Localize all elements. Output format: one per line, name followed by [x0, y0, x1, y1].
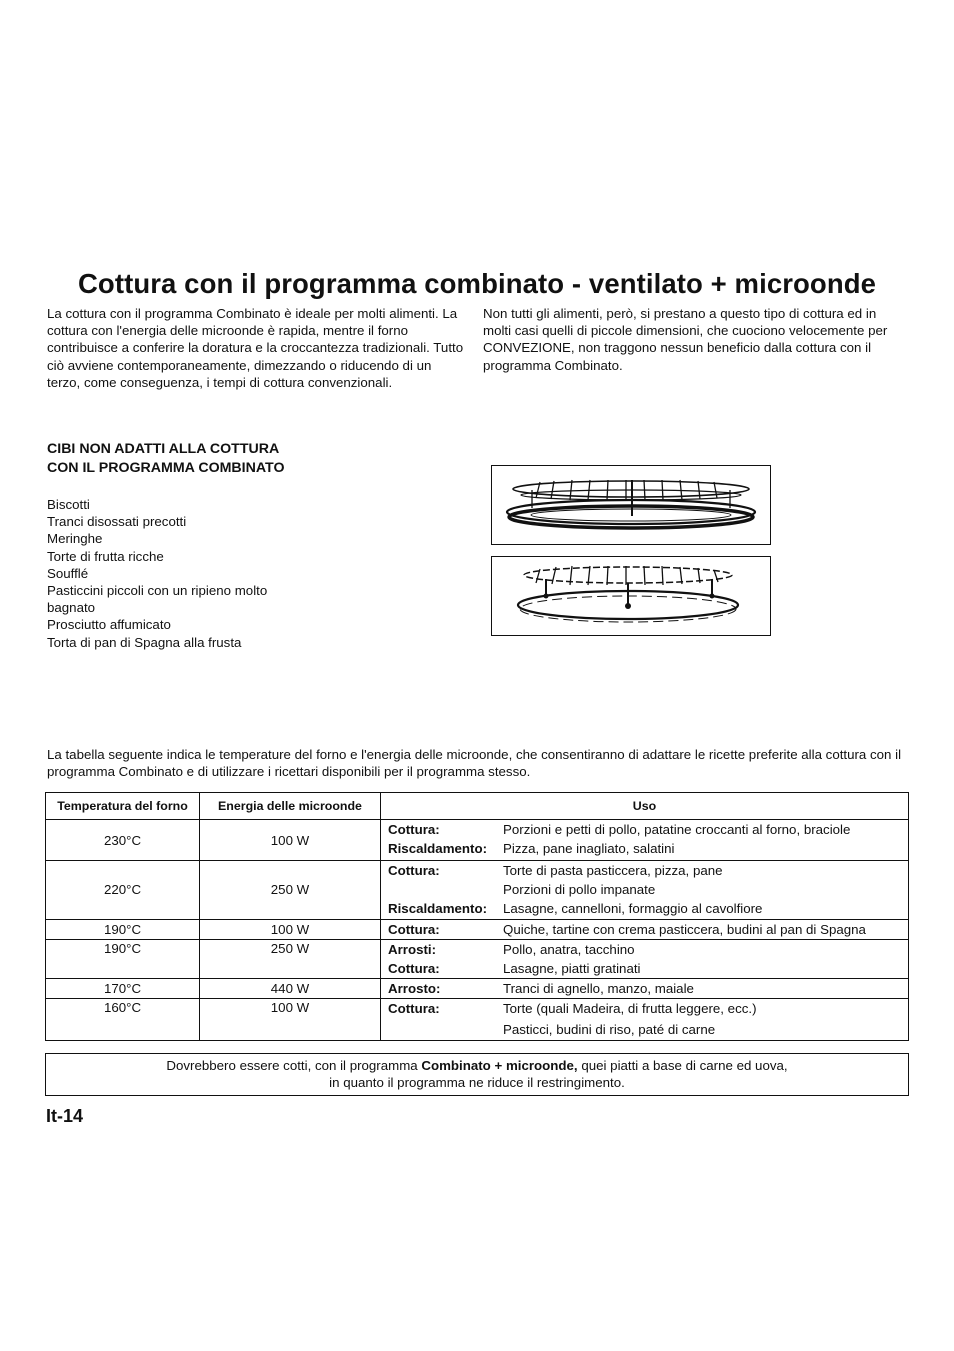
temp-cell: 230°C: [103, 832, 142, 848]
unsuitable-heading-line1: CIBI NON ADATTI ALLA COTTURA: [47, 441, 280, 457]
table-row: [46, 919, 909, 939]
rack-side-view-illustration: [491, 465, 771, 545]
table-intro-paragraph: La tabella seguente indica le temperature del forno e l'energia delle microonde, che consentiranno di adattare le ricette preferite alla cottura con il programma Combinato e di utilizzare i ricettari disponibili per il programma stesso.: [47, 747, 902, 780]
use-label: Riscaldamento:: [388, 841, 488, 857]
temp-cell: 190°C: [103, 921, 142, 937]
table-row: [46, 939, 909, 978]
header-microwave-power: Energia delle microonde: [200, 793, 381, 820]
use-value: Quiche, tartine con crema pasticcera, budini al pan di Spagna: [503, 921, 866, 937]
list-item: Meringhe: [47, 531, 103, 547]
unsuitable-foods-list: [47, 496, 317, 651]
temp-cell: 170°C: [103, 981, 142, 997]
use-label: Cottura:: [388, 921, 440, 937]
header-use: Uso: [381, 793, 909, 820]
use-label: Cottura:: [388, 1001, 440, 1017]
use-value: Pasticci, budini di riso, paté di carne: [503, 1021, 716, 1037]
list-item: Tranci disossati precotti: [47, 514, 187, 530]
use-label: Riscaldamento:: [388, 901, 488, 917]
combined-cooking-table: [45, 792, 909, 1041]
temp-cell: 160°C: [103, 1000, 142, 1016]
note-text-bold: Combinato + microonde,: [421, 1058, 578, 1073]
rack-perspective-illustration: [491, 556, 771, 636]
use-value: Tranci di agnello, manzo, maiale: [503, 981, 694, 997]
use-label: Arrosti:: [388, 941, 437, 957]
use-value: Torte (quali Madeira, di frutta leggere, ecc.): [503, 1001, 757, 1017]
note-text-post: quei piatti a base di carne ed uova,: [577, 1058, 788, 1073]
unsuitable-heading-line2: CON IL PROGRAMMA COMBINATO: [47, 460, 285, 476]
use-value: Porzioni e petti di pollo, patatine croccanti al forno, braciole: [503, 822, 851, 838]
use-label: Cottura:: [388, 863, 440, 879]
use-label: Cottura:: [388, 961, 440, 977]
power-cell: 100 W: [270, 832, 310, 848]
header-oven-temperature: Temperatura del forno: [46, 793, 200, 820]
temp-cell: 220°C: [103, 882, 142, 897]
table-row: [46, 979, 909, 999]
temp-cell: 190°C: [103, 940, 142, 956]
intro-left-paragraph: La cottura con il programma Combinato è ideale per molti alimenti. La cottura con l'energia delle microonde è rapida, mentre il forno contribuisce a conferire la doratura e la croccantezza tradizionali. Tutto ciò avviene contemporaneamente, dimezzando o riducendo di un terzo, come conseguenza, i tempi di cottura convenzionali.: [47, 306, 464, 390]
use-value: Torte di pasta pasticcera, pizza, pane: [503, 863, 723, 879]
list-item: Torta di pan di Spagna alla frusta: [47, 634, 242, 650]
use-label: Cottura:: [388, 822, 440, 838]
power-cell: 100 W: [270, 921, 310, 937]
page-title: Cottura con il programma combinato - ventilato + microonde: [77, 268, 877, 300]
note-text-pre: Dovrebbero essere cotti, con il programma: [166, 1058, 422, 1073]
list-item: Torte di frutta ricche: [47, 548, 164, 564]
use-value: Pollo, anatra, tacchino: [503, 941, 635, 957]
use-value: Lasagne, piatti gratinati: [503, 961, 641, 977]
use-value: Pizza, pane inagliato, salatini: [503, 841, 675, 857]
power-cell: 100 W: [270, 1000, 310, 1016]
unsuitable-foods-heading: [47, 440, 285, 478]
table-row: [46, 820, 909, 861]
intro-right-paragraph: Non tutti gli alimenti, però, si prestano a questo tipo di cottura ed in molti casi quelli di piccole dimensioni, che cuociono velocemente per CONVEZIONE, non traggono nessun beneficio dalla cottura con il programma Combinato.: [483, 306, 888, 373]
list-item: Biscotti: [47, 497, 90, 512]
use-value: Porzioni di pollo impanate: [503, 882, 656, 898]
note-box: [45, 1053, 909, 1096]
use-value: Lasagne, cannelloni, formaggio al cavolfiore: [503, 901, 763, 917]
note-line2: in quanto il programma ne riduce il restringimento.: [329, 1075, 625, 1091]
table-row: [46, 861, 909, 920]
list-item: Pasticcini piccoli con un ripieno molto bagnato: [47, 583, 268, 616]
page-number: It-14: [46, 1106, 84, 1126]
power-cell: 250 W: [270, 882, 310, 897]
power-cell: 250 W: [270, 940, 310, 956]
use-label: Arrosto:: [388, 981, 441, 997]
table-row: [46, 999, 909, 1040]
list-item: Soufflé: [47, 565, 89, 581]
list-item: Prosciutto affumicato: [47, 617, 171, 633]
power-cell: 440 W: [270, 981, 310, 997]
